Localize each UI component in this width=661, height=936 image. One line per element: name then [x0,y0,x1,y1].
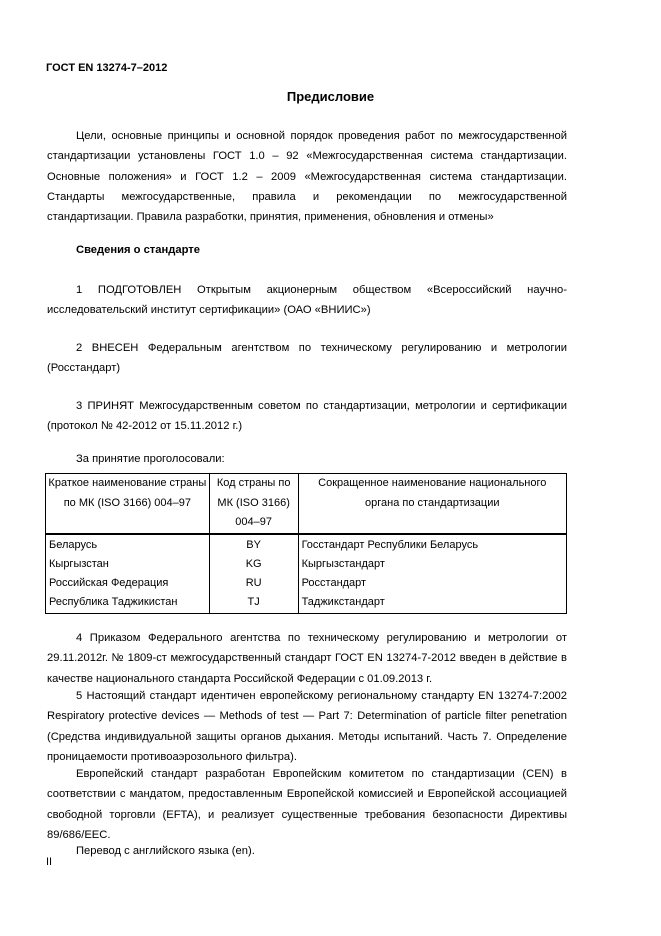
item-introduced-text: 2 ВНЕСЕН Федеральным агентством по техническому регулированию и метрологии (Росстандарт) [47,342,567,375]
table-header-row [46,474,567,534]
table-cell-body: Росстандарт [298,574,566,593]
table-cell-code: RU [209,574,298,593]
item-introduced [47,338,567,379]
table-cell-code: KG [209,555,298,574]
item-adopted-text: 3 ПРИНЯТ Межгосударственным советом по стандартизации, метрологии и сертификации (протокол № 42-2012 от 15.11.2012 г.) [47,400,567,433]
item-order [47,628,567,689]
table-cell-code: BY [209,534,298,555]
table-header-body: Сокращенное наименование национального органа по стандартизации [298,474,566,534]
page-number: II [46,856,53,868]
table-row [46,574,567,593]
table-cell-code: TJ [209,593,298,613]
table-cell-country: Кыргызстан [46,555,210,574]
translation-note-text: Перевод с английского языка (en). [76,845,255,857]
table-cell-body: Кыргызстандарт [298,555,566,574]
table-row [46,534,567,555]
item-prepared-text: 1 ПОДГОТОВЛЕН Открытым акционерным обществом «Всероссийский научно-исследовательский институт сертификации» (ОАО «ВНИИС») [47,284,567,317]
item-order-text: 4 Приказом Федерального агентства по техническому регулированию и метрологии от 29.11.2012г. № 1809-ст межгосударственный стандарт ГОСТ EN 13274-7-2012 введен в действие в качестве национального стандарта Российской Федерации с 01.09.2013 г. [47,632,567,685]
table-row [46,593,567,613]
item-prepared [47,280,567,321]
voting-table [45,473,567,614]
intro-paragraph [47,126,567,227]
page-title: Предисловие [286,89,375,104]
table-header-code: Код страны по МК (ISO 3166) 004–97 [209,474,298,534]
table-cell-country: Российская Федерация [46,574,210,593]
intro-text: Цели, основные принципы и основной порядок проведения работ по межгосударственной стандартизации установлены ГОСТ 1.0 – 92 «Межгосударственная система стандартизации. Основные положения» и ГОСТ 1.2 – 2009 «Межгосударственная система стандартизации. Стандарты межгосударственные, правила и рекомендации по межгосударственной стандартизации. Правила разработки, принятия, применения, обновления и отмены» [47,130,567,224]
european-standard-paragraph [47,764,567,845]
section-heading: Сведения о стандарте [76,244,200,256]
vote-label: За принятие проголосовали: [76,453,225,465]
table-cell-body: Таджикстандарт [298,593,566,613]
item-adopted [47,396,567,437]
translation-note [47,841,567,861]
item-identical-text: 5 Настоящий стандарт идентичен европейскому региональному стандарту EN 13274-7:2002 Respiratory protective devices — Methods of test — Part 7: Determination of particle filter penetration (Средства индивидуальной защиты органов дыхания. Методы испытаний. Часть 7. Определение проницаемости противоаэрозольного фильтра). [47,690,567,763]
table-row [46,555,567,574]
european-standard-text: Европейский стандарт разработан Европейским комитетом по стандартизации (CEN) в соответствии с мандатом, предоставленным Европейской комиссией и Европейской ассоциацией свободной торговли (EFTA), и реализует существенные требования безопасности Директивы 89/686/EEC. [47,768,567,841]
table-header-country: Краткое наименование страны по МК (ISO 3166) 004–97 [46,474,210,534]
document-code-header: ГОСТ EN 13274-7–2012 [46,62,168,74]
item-identical [47,686,567,767]
table-cell-country: Республика Таджикистан [46,593,210,613]
table-cell-body: Госстандарт Республики Беларусь [298,534,566,555]
table-cell-country: Беларусь [46,534,210,555]
